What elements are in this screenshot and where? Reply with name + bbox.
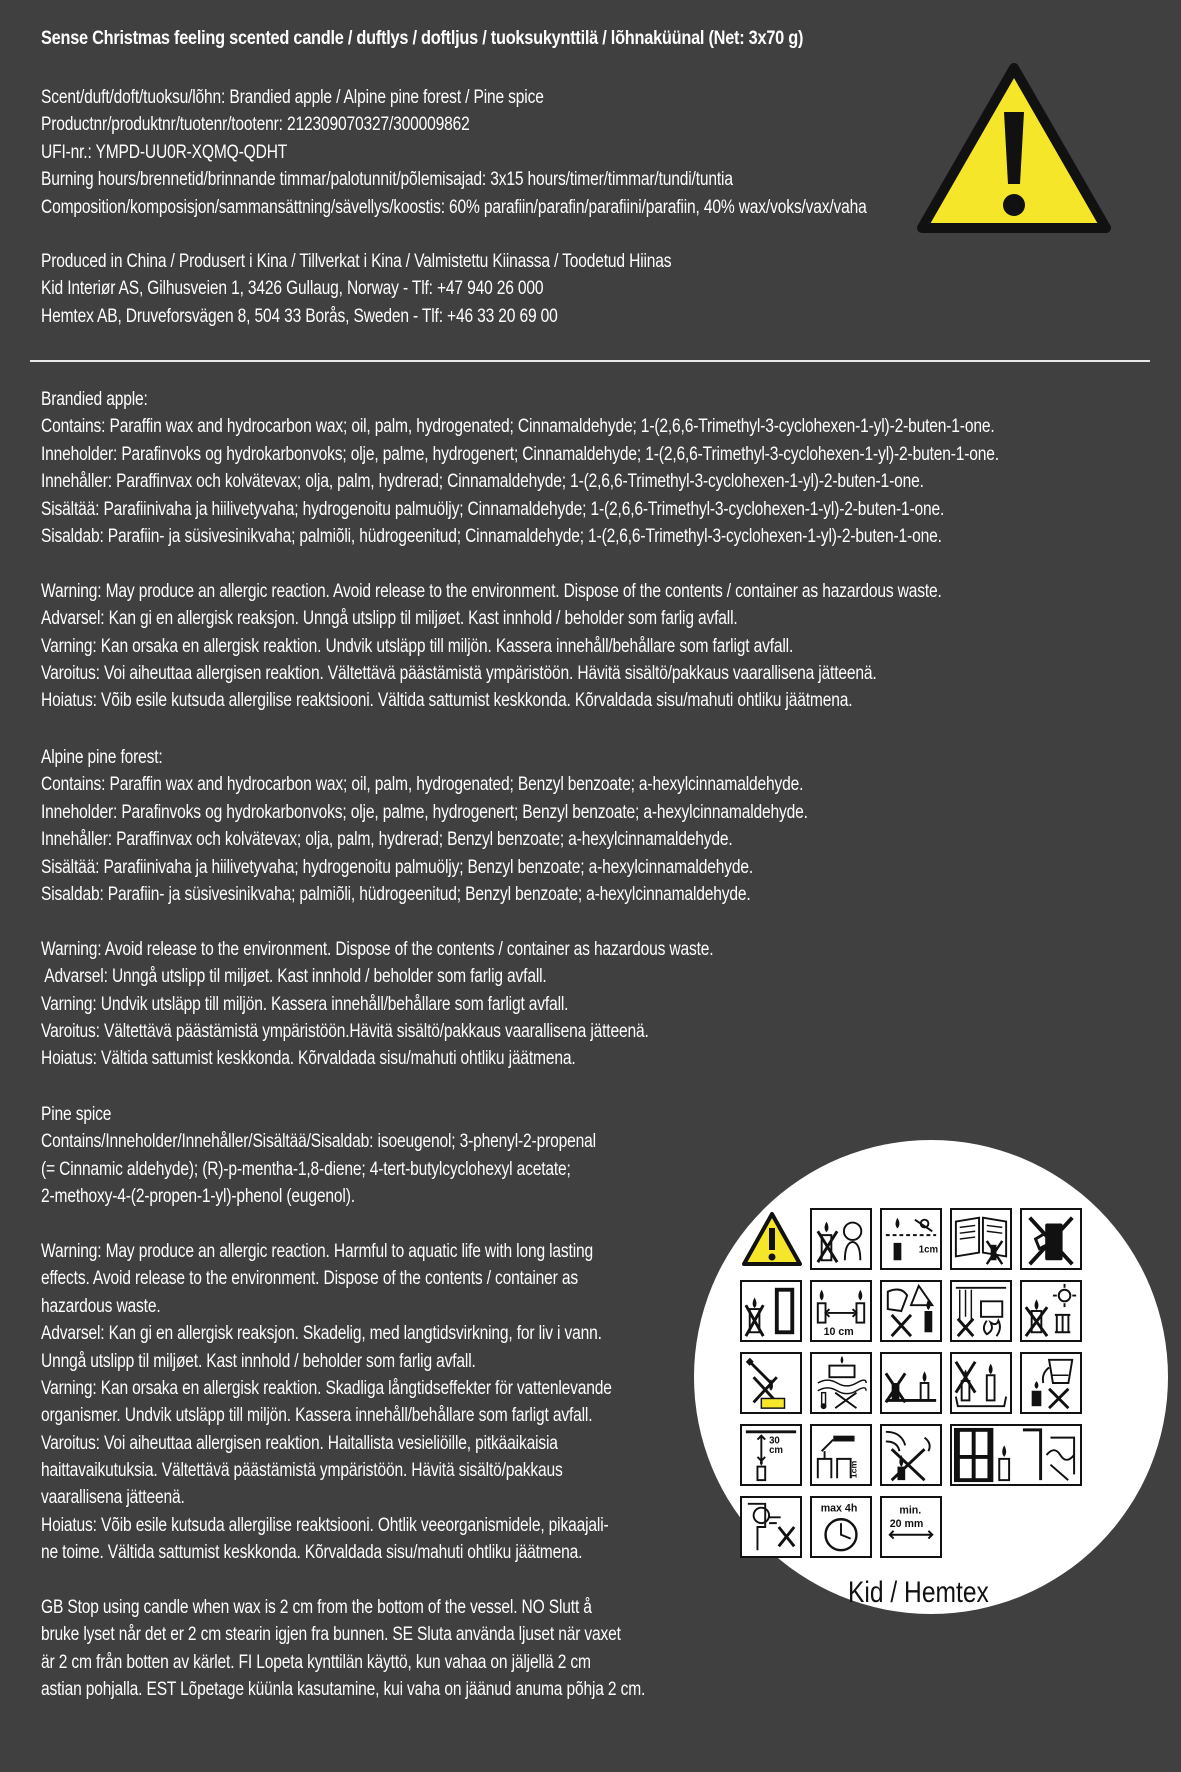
min-20mm-icon bbox=[880, 1496, 942, 1558]
alpine-contains-ee: Sisaldab: Parafiin- ja süsivesinikvaha; palmiõli, hüdrogeenitud; Benzyl benzoate; a-hexylcinnamaldehyde. bbox=[41, 883, 751, 905]
max-4h-icon bbox=[810, 1496, 872, 1558]
no-flammable-near-icon bbox=[880, 1280, 942, 1342]
pine-spice-section bbox=[41, 1101, 645, 1704]
alpine-contains-se: Innehåller: Paraffinvax och kolvätevax; olja, palm, hydrerad; Benzyl benzoate; a-hexylcinnamaldehyde. bbox=[41, 829, 733, 851]
brandied-contains-ee: Sisaldab: Parafiin- ja süsivesinikvaha; palmiõli, hüdrogeenitud; Cinnamaldehyde; 1-(2,6,6-Trimethyl-3-cyclohexen-1-yl)-2-buten-1-one. bbox=[41, 525, 942, 547]
read-instructions-icon bbox=[950, 1208, 1012, 1270]
alpine-contains-no: Inneholder: Parafinvoks og hydrokarbonvoks; olje, palme, hydrogenert; Benzyl benzoate; a-hexylcinnamaldehyde. bbox=[41, 801, 808, 823]
brandied-warning-se: Varning: Kan orsaka en allergisk reaktion. Undvik utsläpp till miljön. Kassera innehåll/behållare som farligt avfall. bbox=[41, 635, 794, 657]
brandied-apple-section bbox=[41, 386, 999, 715]
brandied-warning-fi: Varoitus: Voi aiheuttaa allergisen reaktion. Vältettävä päästämistä ympäristöön. Hävitä sisältö/pakkaus vaarallisena jätteenä. bbox=[41, 662, 877, 684]
alpine-contains-fi: Sisältää: Parafiinivaha ja hiilivetyvaha; hydrogenoitu palmuöljy; Benzyl benzoate; a-hexylcinnamaldehyde. bbox=[41, 856, 754, 878]
no-near-curtain-icon bbox=[950, 1280, 1012, 1342]
not-under-shelf-icon bbox=[880, 1352, 942, 1414]
stop-line-2: bruke lyset når det er 2 cm stearin igjen fra bunnen. SE Sluta använda ljuset när vaxet bbox=[41, 1624, 621, 1646]
distance-30cm-label-a: 30 bbox=[769, 1435, 780, 1447]
pine-heading: Pine spice bbox=[41, 1104, 112, 1125]
distance-30cm-icon bbox=[740, 1424, 802, 1486]
distance-10cm-icon bbox=[810, 1280, 872, 1342]
distance-30cm-label-b: cm bbox=[769, 1445, 784, 1457]
wick-length-label: 1cm bbox=[848, 1460, 859, 1479]
alpine-warning-fi: Varoitus: Vältettävä päästämistä ympäristöön.Hävitä sisältö/pakkaus vaarallisena jätteenä. bbox=[41, 1020, 649, 1042]
brandied-heading: Brandied apple: bbox=[41, 389, 148, 410]
stop-line-3: är 2 cm från botten av kärlet. FI Lopeta kynttilän käyttö, kun vahaa on jäljellä 2 cm bbox=[41, 1651, 591, 1673]
pine-warning-1: Warning: May produce an allergic reaction. Harmful to aquatic life with long lasting bbox=[41, 1240, 594, 1262]
alpine-heading: Alpine pine forest: bbox=[41, 747, 163, 768]
pine-warning-3: hazardous waste. bbox=[41, 1295, 161, 1317]
pine-warning-12: ne toime. Vältida sattumist keskkonda. Kõrvaldada sisu/mahuti ohtliku jäätmena. bbox=[41, 1542, 583, 1564]
no-match-in-wax-icon bbox=[740, 1352, 802, 1414]
alpine-warning-no: Advarsel: Unngå utslipp til miljøet. Kast innhold / beholder som farlig avfall. bbox=[41, 966, 547, 988]
kid-address-line: Kid Interiør AS, Gilhusveien 1, 3426 Gullaug, Norway - Tlf: +47 940 26 000 bbox=[41, 278, 544, 300]
brandied-contains-se: Innehåller: Paraffinvax och kolvätevax; olja, palm, hydrerad; Cinnamaldehyde; 1-(2,6,6-Trimethyl-3-cyclohexen-1-yl)-2-buten-1-one. bbox=[41, 471, 924, 493]
brandied-contains-no: Inneholder: Parafinvoks og hydrokarbonvoks; olje, palme, hydrogenert; Cinnamaldehyde; 1-(2,6,6-Trimethyl-3-cyclohexen-1-yl)-2-buten-1-one. bbox=[41, 443, 999, 465]
no-touch-hot-icon bbox=[1020, 1208, 1082, 1270]
pine-contains-1: Contains/Inneholder/Innehåller/Sisältää/Sisaldab: isoeugenol; 3-phenyl-2-propenal bbox=[41, 1131, 596, 1153]
brandied-warning-en: Warning: May produce an allergic reaction. Avoid release to the environment. Dispose of the contents / container as hazardous waste. bbox=[41, 580, 942, 602]
no-draught-door-icon bbox=[740, 1280, 802, 1342]
pine-contains-3: 2-methoxy-4-(2-propen-1-yl)-phenol (eugenol). bbox=[41, 1186, 355, 1208]
scent-line: Scent/duft/doft/tuoksu/lõhn: Brandied apple / Alpine pine forest / Pine spice bbox=[41, 87, 544, 108]
pine-warning-11: Hoiatus: Võib esile kutsuda allergilise reaktsiooni. Ohtlik veeorganismidele, pikaajali- bbox=[41, 1514, 609, 1536]
pine-warning-4: Advarsel: Kan gi en allergisk reaksjon. Skadelig, med langtidsvirkning, for liv i vann. bbox=[41, 1323, 602, 1345]
brandied-contains-fi: Sisältää: Parafiinivaha ja hiilivetyvaha; hydrogenoitu palmuöljy; Cinnamaldehyde; 1-(2,6,6-Trimethyl-3-cyclohexen-1-yl)-2-buten-1-one. bbox=[41, 498, 945, 520]
max-4h-label: max 4h bbox=[820, 1502, 858, 1515]
alpine-section bbox=[41, 744, 808, 1073]
pine-warning-5: Unngå utslipp til miljøet. Kast innhold / beholder som farlig avfall. bbox=[41, 1350, 476, 1372]
alpine-contains-en: Contains: Paraffin wax and hydrocarbon wax; oil, palm, hydrogenated; Benzyl benzoate; a-hexylcinnamaldehyde. bbox=[41, 774, 804, 796]
alpine-warning-se: Varning: Undvik utsläpp till miljön. Kassera innehåll/behållare som farligt avfall. bbox=[41, 993, 569, 1015]
no-liquid-extinguish-icon bbox=[1020, 1352, 1082, 1414]
hemtex-address-line: Hemtex AB, Druveforsvägen 8, 504 33 Borås, Sweden - Tlf: +46 33 20 69 00 bbox=[41, 305, 558, 327]
keep-from-children-icon bbox=[810, 1208, 872, 1270]
distance-10cm-label: 10 cm bbox=[823, 1326, 854, 1339]
burning-hours-line: Burning hours/brennetid/brinnande timmar/palotunnit/põlemisajad: 3x15 hours/timer/timmar/tundi/tuntia bbox=[41, 169, 733, 191]
ufi-line: UFI-nr.: YMPD-UU0R-XQMQ-QDHT bbox=[41, 141, 288, 163]
product-title: Sense Christmas feeling scented candle / duftlys / doftljus / tuoksukynttilä / lõhnaküünal (Net: 3x70 g) bbox=[41, 28, 804, 49]
do-not-inhale-smoke-icon bbox=[740, 1496, 802, 1558]
pine-warning-2: effects. Avoid release to the environment. Dispose of the contents / container as bbox=[41, 1268, 578, 1290]
section-divider bbox=[30, 360, 1150, 362]
trim-wick-label: 1cm bbox=[918, 1244, 939, 1256]
no-candle-on-tray-icon bbox=[950, 1352, 1012, 1414]
brandied-warning-no: Advarsel: Kan gi en allergisk reaksjon. Unngå utslipp til miljøet. Kast innhold / beholder som farlig avfall. bbox=[41, 608, 738, 630]
product-info bbox=[41, 84, 867, 221]
wick-length-icon bbox=[810, 1424, 872, 1486]
producer-info bbox=[41, 248, 671, 330]
no-draught-wind-icon bbox=[880, 1424, 942, 1486]
pine-warning-10: vaarallisena jätteenä. bbox=[41, 1487, 185, 1509]
pine-warning-8: Varoitus: Voi aiheuttaa allergisen reaktion. Haitallista vesieliöille, pitkäaikaisia bbox=[41, 1432, 558, 1454]
brand-name: Kid / Hemtex bbox=[848, 1576, 989, 1609]
pine-warning-6: Varning: Kan orsaka en allergisk reaktion. Skadliga långtidseffekter för vattenlevande bbox=[41, 1377, 612, 1399]
pine-warning-9: haittavaikutuksia. Vältettävä päästämistä ympäristöön. Hävitä sisältö/pakkaus bbox=[41, 1460, 563, 1482]
produced-in-line: Produced in China / Produsert i Kina / Tillverkat i Kina / Valmistettu Kiinassa / Toodetud Hiinas bbox=[41, 251, 672, 272]
no-heat-source-icon bbox=[1020, 1280, 1082, 1342]
product-number-line: Productnr/produktnr/tuotenr/tootenr: 212309070327/300009862 bbox=[41, 114, 470, 136]
stop-line-4: astian pohjalla. EST Lõpetage küünla kasutamine, kui vaha on jäänud anuma põhja 2 cm. bbox=[41, 1679, 646, 1701]
brandied-warning-ee: Hoiatus: Võib esile kutsuda allergilise reaktsiooni. Vältida sattumist keskkonda. Kõrvaldada sisu/mahuti ohtliku jäätmena. bbox=[41, 690, 853, 712]
trim-wick-icon bbox=[880, 1208, 942, 1270]
min-20mm-label-a: min. bbox=[899, 1504, 922, 1517]
stop-line-1: GB Stop using candle when wax is 2 cm from the bottom of the vessel. NO Slutt å bbox=[41, 1597, 592, 1619]
pine-warning-7: organismer. Undvik utsläpp till miljön. Kassera innehåll/behållare som farligt avfall. bbox=[41, 1405, 593, 1427]
alpine-warning-en: Warning: Avoid release to the environment. Dispose of the contents / container as hazardous waste. bbox=[41, 938, 714, 960]
pine-contains-2: (= Cinnamic aldehyde); (R)-p-mentha-1,8-diene; 4-tert-butylcyclohexyl acetate; bbox=[41, 1158, 571, 1180]
composition-line: Composition/komposisjon/sammansättning/sävellys/koostis: 60% parafiin/parafin/parafiini/parafiin, 40% wax/voks/vax/vaha bbox=[41, 196, 867, 218]
min-20mm-label-b: 20 mm bbox=[889, 1518, 924, 1530]
warning-triangle-icon bbox=[916, 62, 1112, 234]
no-near-window-icon bbox=[950, 1424, 1082, 1486]
alpine-warning-ee: Hoiatus: Vältida sattumist keskkonda. Kõrvaldada sisu/mahuti ohtliku jäätmena. bbox=[41, 1048, 576, 1070]
hazard-triangle-icon bbox=[740, 1210, 804, 1268]
heat-resistant-surface-icon bbox=[810, 1352, 872, 1414]
brandied-contains-en: Contains: Paraffin wax and hydrocarbon wax; oil, palm, hydrogenated; Cinnamaldehyde; 1-(2,6,6-Trimethyl-3-cyclohexen-1-yl)-2-buten-1-one. bbox=[41, 416, 995, 438]
